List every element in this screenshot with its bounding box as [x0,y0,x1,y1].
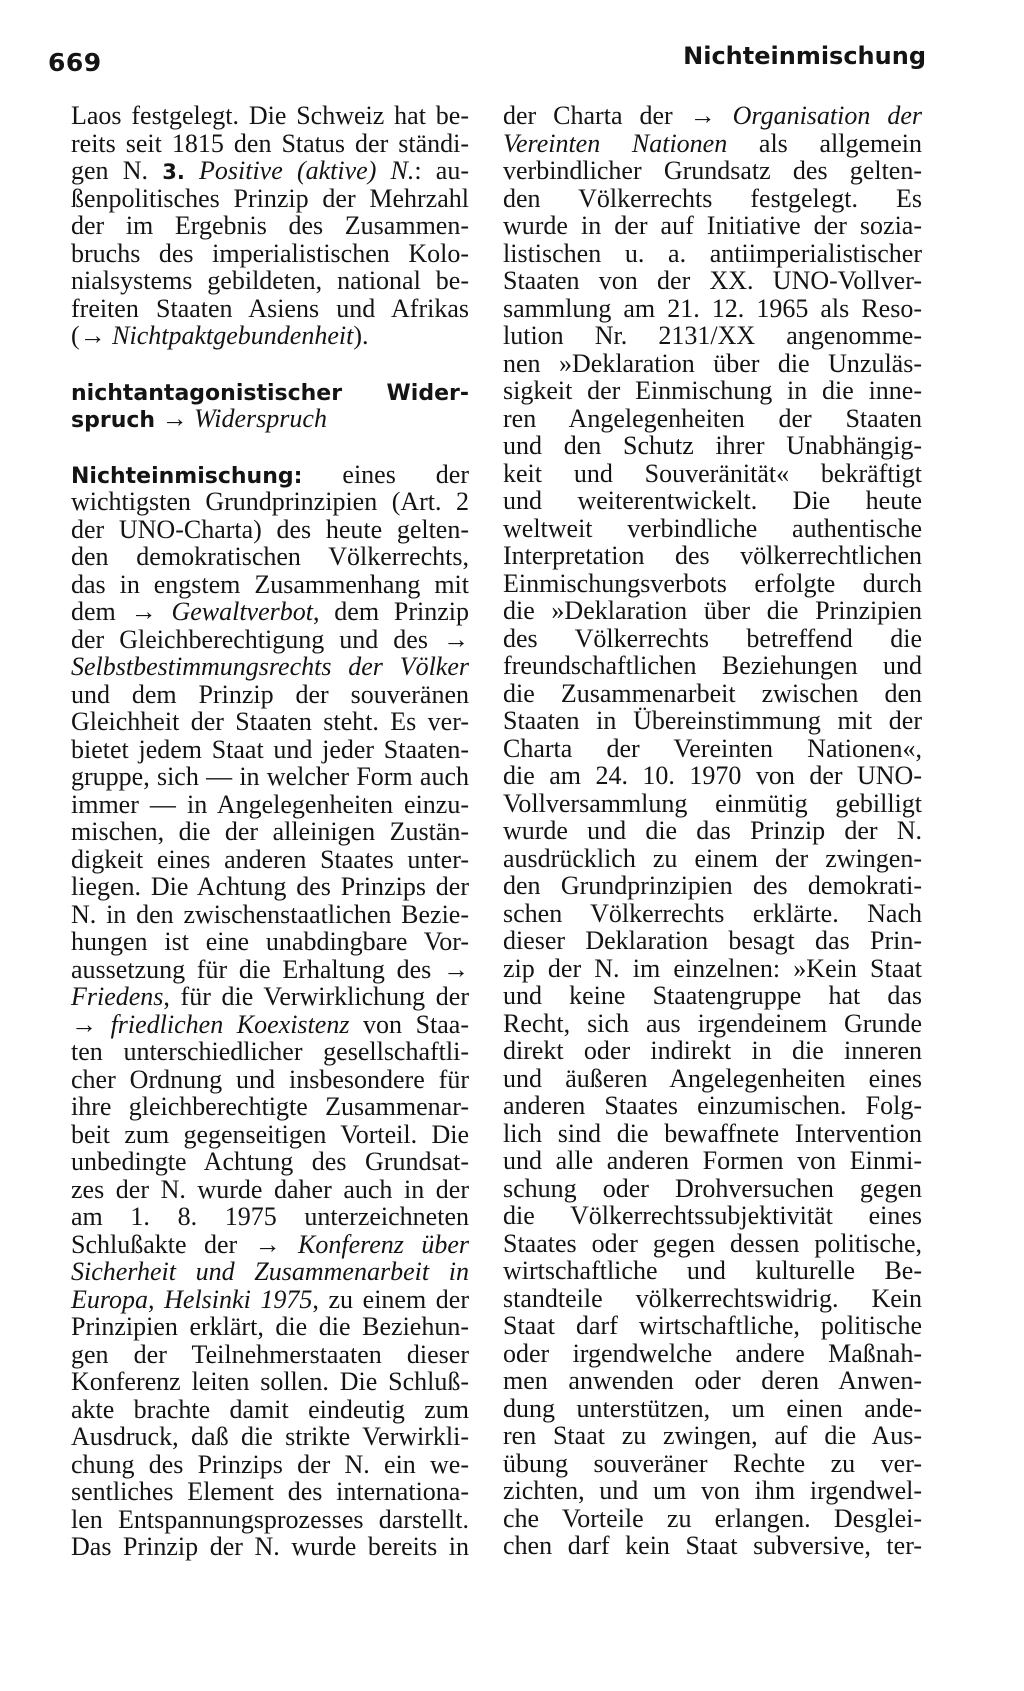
text-line [71,1286,469,1314]
text-line [503,1010,922,1038]
italic-text: Organisation der [732,101,922,130]
text-run: sentliches Element des internationa- [71,1477,469,1506]
text-line [71,102,469,130]
text-run: als allgemein [727,128,922,158]
left-column [71,102,469,1561]
text-line [503,845,922,873]
text-line [71,928,469,956]
text-run: len Entspannungsprozesses darstellt. [71,1504,469,1534]
text-line [71,1341,469,1369]
italic-text: Selbstbestimmungsrechts der Völker [71,652,469,681]
text-line [503,185,922,213]
text-line [71,1121,469,1149]
text-line [503,680,922,708]
text-line [503,597,922,625]
running-title: Nichteinmischung [683,42,926,70]
text-line [503,1422,922,1450]
text-run: zes der N. wurde daher auch in der [71,1174,469,1204]
headword: spruch [71,408,156,433]
text-line [503,130,922,158]
text-run: eines der [302,459,469,489]
text-line [503,1505,922,1533]
text-line [71,1066,469,1094]
text-line [71,653,469,681]
text-line [71,983,469,1011]
headword: nichtantagonistischer Wider- [71,380,469,406]
text-run: digkeit eines anderen Staates unter- [71,844,469,874]
text-run: ten unterschiedlicher gesellschaftli- [71,1037,469,1066]
italic-text: Europa, Helsinki 1975 [71,1284,313,1314]
italic-text: Konferenz über [298,1229,469,1259]
text-line [503,377,922,405]
text-run: die am 24. 10. 1970 von der UNO- [503,761,922,790]
text-line [71,1231,469,1259]
text-line [71,873,469,901]
text-run: liegen. Die Achtung des Prinzips der [71,872,469,901]
text-line [71,736,469,764]
headword: Nichteinmischung: [71,463,303,489]
text-run: und den Schutz ihrer Unabhängig- [503,431,922,460]
text-line [503,900,922,928]
text-line [71,901,469,929]
text-line [503,1532,922,1560]
text-line [503,1092,922,1120]
text-line [71,1038,469,1066]
text-line [503,1285,922,1313]
text-run: Staaten in Übereinstimmung mit der [503,706,922,735]
text-run: hungen ist eine unabdingbare Vor- [71,927,469,956]
text-run: sigkeit der Einmischung in die inne- [503,376,922,405]
text-line [71,378,469,406]
text-line [503,295,922,323]
text-line [503,955,922,983]
text-line [71,185,469,213]
text-run: die Völkerrechtssubjektivität eines [503,1201,922,1230]
text-run: übung souveräner Rechte zu ver- [503,1448,922,1478]
text-run: cher Ordnung und insbesondere für [71,1064,469,1094]
text-run: Schlußakte der → [71,1229,298,1259]
text-run: Staat darf wirtschaftliche, politische [503,1311,922,1340]
text-run: mischen, die der alleinigen Zustän- [71,817,469,846]
text-run: Das Prinzip der N. wurde bereits in [71,1532,469,1561]
text-line [503,927,922,955]
text-line [503,212,922,240]
text-line [503,322,922,350]
text-line [71,708,469,736]
text-run: der Charta der → [503,101,733,130]
text-line [503,1395,922,1423]
text-line [71,322,469,350]
text-run: der UNO-Charta) des heute gelten- [71,514,469,544]
text-run: reits seit 1815 den Status der ständi- [71,128,469,158]
text-line [503,1367,922,1395]
text-run: Staaten von der XX. UNO-Vollver- [503,266,922,295]
text-line [71,1093,469,1121]
page-number: 669 [48,48,102,77]
text-line [503,735,922,763]
text-run: den demokratischen Völkerrechts, [71,542,469,571]
text-run: nen »Deklaration über die Unzuläs- [503,348,922,378]
text-run: nialsystems gebildeten, national be- [71,266,469,295]
text-run: oder irgendwelche andere Maßnah- [503,1338,922,1368]
text-line [503,1147,922,1175]
text-run: chen darf kein Staat subversive, ter- [503,1531,922,1560]
text-line [71,956,469,984]
italic-text: Nichtpaktgebundenheit [112,321,354,350]
text-line [71,157,469,185]
text-run: und dem Prinzip der souveränen [71,679,469,709]
text-run: (→ [71,321,113,350]
text-line [71,1148,469,1176]
text-line [71,405,469,433]
right-column [503,102,922,1560]
italic-text: Gewaltverbot [171,597,313,626]
text-run: anderen Staates einzumischen. Folg- [503,1091,922,1120]
text-line [503,570,922,598]
text-line [503,487,922,515]
text-run: ausdrücklich zu einem der zwingen- [503,843,922,873]
text-line [503,102,922,130]
text-run: beit zum gegenseitigen Vorteil. Die [71,1119,469,1149]
text-run: chung des Prinzips der N. ein we- [71,1449,469,1479]
text-line [503,542,922,570]
text-run: ihre gleichberechtigte Zusammenar- [71,1092,469,1121]
text-run: Ausdruck, daß die strikte Verwirkli- [71,1422,469,1451]
text-line [503,707,922,735]
text-run: und keine Staatengruppe hat das [503,981,922,1010]
text-line [503,1450,922,1478]
text-line [503,1477,922,1505]
text-line [71,1176,469,1204]
text-line [503,1175,922,1203]
text-run: wirtschaftliche und kulturelle Be- [503,1256,922,1285]
text-line [503,872,922,900]
text-line [71,763,469,791]
text-run: ßenpolitisches Prinzip der Mehrzahl [71,183,469,213]
text-run: des Völkerrechts betreffend die [503,623,922,653]
text-run: → [71,1009,111,1039]
text-run [185,156,199,185]
text-run: den Völkerrechts festgelegt. Es [503,183,922,213]
text-line [503,790,922,818]
text-line [503,817,922,845]
text-run: Prinzipien erklärt, die die Beziehun- [71,1312,469,1341]
text-run: die Zusammenarbeit zwischen den [503,678,922,708]
text-run: Interpretation des völkerrechtlichen [503,541,922,570]
text-line [71,1396,469,1424]
text-line [503,982,922,1010]
text-line [71,626,469,654]
text-line [503,240,922,268]
text-run: der im Ergebnis des Zusammen- [71,211,469,240]
text-line [503,1230,922,1258]
text-run: Laos festgelegt. Die Schweiz hat be- [71,101,469,130]
text-run: men anwenden oder deren Anwen- [503,1366,922,1395]
text-line [503,1065,922,1093]
text-run: standteile völkerrechtswidrig. Kein [503,1283,922,1313]
text-run: Recht, sich aus irgendeinem Grunde [503,1008,922,1038]
text-line [71,1368,469,1396]
text-run: weltweit verbindliche authentische [503,513,922,543]
text-line [71,571,469,599]
text-run: schung oder Drohversuchen gegen [503,1173,922,1203]
italic-text: Positive (aktive) N. [199,156,415,185]
text-run: dieser Deklaration besagt das Prin- [503,926,922,955]
text-line [71,1258,469,1286]
text-line [503,350,922,378]
text-line [503,1202,922,1230]
text-run: zip der N. im einzelnen: »Kein Staat [503,953,922,983]
text-line [71,791,469,819]
text-run: am 1. 8. 1975 unterzeichneten [71,1202,469,1231]
text-run: lution Nr. 2131/XX angenomme- [503,321,922,350]
text-run: gen der Teilnehmerstaaten dieser [71,1339,469,1369]
text-run: bietet jedem Staat und jeder Staaten- [71,734,469,764]
text-run: wichtigsten Grundprinzipien (Art. 2 [71,487,469,516]
italic-text: Vereinten Nationen [503,128,728,158]
text-line [71,488,469,516]
text-run: freundschaftlichen Beziehungen und [503,651,922,680]
text-line [503,157,922,185]
text-run: aussetzung für die Erhaltung des → [71,954,469,984]
text-run: den Grundprinzipien des demokrati- [503,871,922,900]
text-line [71,1478,469,1506]
text-line [503,762,922,790]
text-run: und alle anderen Formen von Einmi- [503,1146,922,1175]
text-line [71,1423,469,1451]
text-line [71,543,469,571]
text-run: Einmischungsverbots erfolgte durch [503,568,922,598]
text-line [503,1037,922,1065]
italic-text: friedlichen Koexistenz [110,1009,350,1039]
text-run: sammlung am 21. 12. 1965 als Reso- [503,293,922,323]
text-run: zichten, und um von ihm irgendwel- [503,1476,922,1505]
text-run: , dem Prinzip [312,597,470,626]
text-line [71,267,469,295]
text-line [503,460,922,488]
italic-text: Sicherheit und Zusammenarbeit in [71,1257,469,1286]
text-run: wurde und die das Prinzip der N. [503,816,922,845]
section-number: 3. [162,160,185,184]
text-line [71,1533,469,1561]
text-run: bruchs des imperialistischen Kolo- [71,238,469,268]
text-line [503,652,922,680]
text-line [71,240,469,268]
text-line [71,461,469,489]
text-run: direkt oder indirekt in die inneren [503,1036,922,1065]
text-line [71,818,469,846]
text-line [503,1340,922,1368]
text-run: dung unterstützen, um einen ande- [503,1393,922,1423]
text-run: → [155,404,195,433]
text-line [71,681,469,709]
text-line [503,1312,922,1340]
text-run: Konferenz leiten sollen. Die Schluß- [71,1367,469,1396]
text-line [71,295,469,323]
text-run: gruppe, sich — in welcher Form auch [71,762,469,791]
text-run: unbedingte Achtung des Grundsat- [71,1147,469,1176]
text-run: das in engstem Zusammenhang mit [71,569,469,599]
text-run: Vollversammlung einmütig gebilligt [503,788,922,818]
text-line [503,515,922,543]
text-run: Staates oder gegen dessen politische, [503,1228,922,1258]
text-run: , zu einem der [312,1284,469,1314]
paragraph-gap [71,433,469,461]
text-run: und weiterentwickelt. Die heute [503,486,922,515]
text-line [503,432,922,460]
text-line [71,212,469,240]
text-line [71,598,469,626]
text-line [503,1257,922,1285]
text-line [503,405,922,433]
text-run: immer — in Angelegenheiten einzu- [71,789,469,819]
text-run: die »Deklaration über die Prinzipien [503,596,922,625]
text-run: gen N. [71,156,163,185]
text-run: schen Völkerrechts erklärte. Nach [503,898,922,928]
text-run: von Staa- [349,1009,470,1039]
text-line [71,1203,469,1231]
text-run: N. in den zwischenstaatlichen Bezie- [71,899,469,929]
text-run: , für die Verwirklichung der [163,982,469,1011]
text-line [71,1011,469,1039]
text-run: che Vorteile zu erlangen. Desglei- [503,1503,922,1533]
text-run: Gleichheit der Staaten steht. Es ver- [71,707,469,736]
text-line [503,267,922,295]
text-line [71,1313,469,1341]
text-line [71,1506,469,1534]
text-run: : au- [414,156,470,185]
text-run: und äußeren Angelegenheiten eines [503,1063,922,1093]
text-line [71,130,469,158]
text-run: keit und Souveränität« bekräftigt [503,458,922,488]
text-line [71,516,469,544]
italic-text: Widerspruch [194,404,327,433]
text-run: Charta der Vereinten Nationen«, [503,733,922,763]
text-line [503,1120,922,1148]
text-line [503,625,922,653]
text-run: freiten Staaten Asiens und Afrikas [71,293,469,323]
text-run: der Gleichberechtigung und des → [71,624,469,654]
paragraph-gap [71,350,469,378]
text-line [71,1451,469,1479]
text-run: lich sind die bewaffnete Intervention [503,1118,922,1148]
text-run: akte brachte damit eindeutig zum [71,1394,469,1424]
text-run: ren Staat zu zwingen, auf die Aus- [503,1421,922,1450]
text-run: ). [353,321,369,350]
text-line [71,846,469,874]
text-run: verbindlicher Grundsatz des gelten- [503,156,922,185]
text-run: dem → [71,597,172,626]
text-run: wurde in der auf Initiative der sozia- [503,211,922,240]
italic-text: Friedens [71,982,164,1011]
text-run: listischen u. a. antiimperialistischer [503,238,922,268]
text-run: ren Angelegenheiten der Staaten [503,403,922,433]
